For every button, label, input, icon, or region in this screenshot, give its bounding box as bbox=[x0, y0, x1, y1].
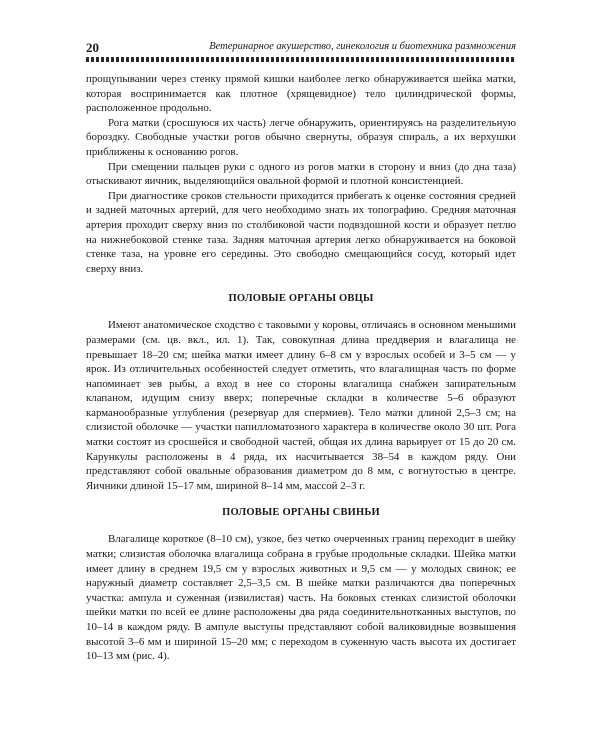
paragraph-pig: Влагалище короткое (8–10 см), узкое, без четко очерченных границ переходит в шейку матки; слизистая оболочка влагалища собрана в грубые продольные складки. Шейка матки имеет длину в среднем 19,5 см у взрослых животных и 9,5 см — у молодых свинок; ее наружный диаметр составляет 2,5–3,5 см. В шейке матки различаются два поперечных участка: ампула и суженная (извилистая) часть. На боковых стенках слизистой оболочки шейки матки по всей ее длине расположены два ряда соединительнотканных выступов, по 10–14 в каждом ряду. В ампуле выступы представляют собой валиковидные возвышения высотой 3–6 мм и шириной 15–20 мм; с переходом в суженную часть высота их достигает 10–13 мм (рис. 4). bbox=[86, 533, 516, 663]
running-title: Ветеринарное акушерство, гинекология и биотехника размножения bbox=[209, 41, 516, 52]
page-body bbox=[86, 72, 516, 664]
paragraph-sheep: Имеют анатомическое сходство с таковыми у коровы, отличаясь в основном меньшими размерами (см. цв. вкл., ил. 1). Так, совокупная длина преддверия и влагалища не превышает 18–20 см; шейка матки имеет длину 6–8 см у взрослых особей и 3–5 см — у ярок. Из отличительных особенностей следует отметить, что влагалищная часть по форме напоминает зев рыбы, а вход в нее со стороны влагалища снабжен запирательным клапаном, идущим снизу вверх; поперечные складки в количестве 5–6 образуют карманообразные углубления (резервуар для спермиев). Тело матки длиной 2,5–3 см; на слизистой оболочке — участки папилломатозного характера в количестве около 30 шт. Рога матки состоят из сросшейся и свободной частей, общая их длина варьирует от 15 до 20 см. Карункулы расположены в 4 ряда, их насчитывается 38–54 в каждом ряду. Они представляют собой овальные образования диаметром до 8 мм, с вогнутостью в центре. Яичники длиной 15–17 мм, шириной 8–14 мм, массой 2–3 г. bbox=[86, 319, 516, 492]
running-header bbox=[86, 40, 516, 58]
paragraph-continuation: прощупывании через стенку прямой кишки наиболее легко обнаруживается шейка матки, которая воспринимается как плотное (хрящевидное) тело цилиндрической формы, расположенное продольно. bbox=[86, 73, 516, 115]
page-number: 20 bbox=[86, 40, 99, 55]
paragraph-ovary: При смещении пальцев руки с одного из рогов матки в сторону и вниз (до дна таза) отыскивают яичник, выделяющийся овальной формой и плотной консистенцией. bbox=[86, 160, 516, 188]
section-heading-sheep: ПОЛОВЫЕ ОРГАНЫ ОВЦЫ bbox=[228, 293, 374, 305]
section-heading-pig: ПОЛОВЫЕ ОРГАНЫ СВИНЬИ bbox=[222, 507, 380, 519]
header-rule bbox=[86, 57, 516, 62]
paragraph-uterine-horns: Рога матки (сросшуюся их часть) легче обнаружить, ориентируясь на разделительную бороздку. Свободные участки рогов обычно свернуты, образуя спираль, а их верхушки приближены к основанию рогов. bbox=[86, 116, 516, 158]
paragraph-arteries: При диагностике сроков стельности приходится прибегать к оценке состояния средней и задней маточных артерий, для чего необходимо знать их топографию. Средняя маточная артерия проходит сверху вниз по столбиковой части подвздошной кости и образует петлю на нижнебоковой стенке таза. Задняя маточная артерия легко обнаруживается на боковой стенке таза, на уровне его середины. Это свободно смещающийся сосуд, который идет сверху вниз. bbox=[86, 189, 516, 275]
